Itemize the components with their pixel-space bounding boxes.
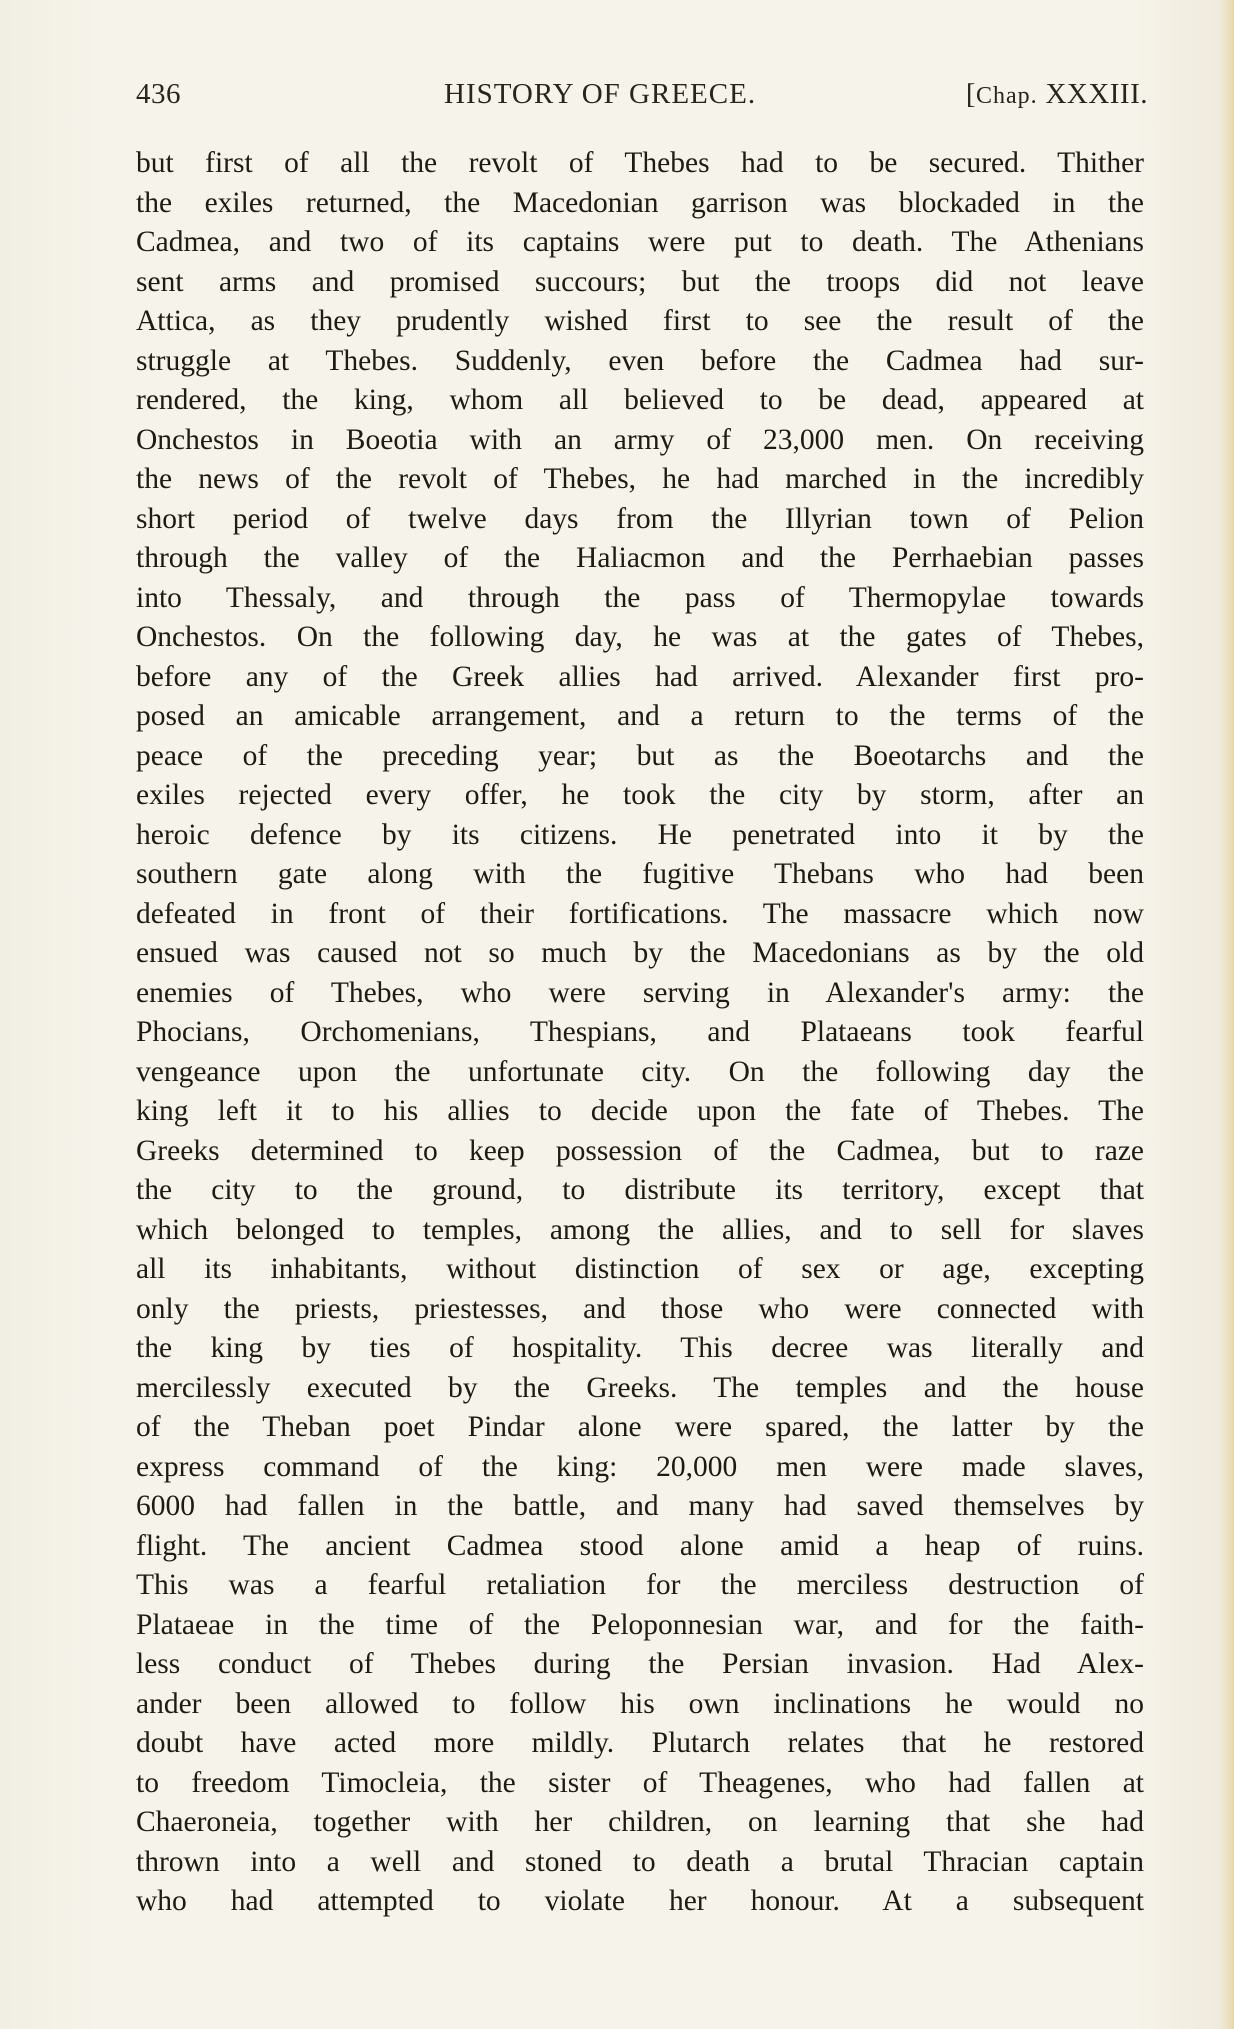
text-line: king left it to his allies to decide upon the fate of Thebes. The (136, 1095, 1144, 1127)
chapter-number: XXXIII. (1045, 78, 1148, 110)
chapter-word: Chap. (976, 83, 1038, 109)
text-line: the city to the ground, to distribute its territory, except that (136, 1174, 1144, 1206)
running-header (136, 78, 1148, 118)
text-line: Phocians, Orchomenians, Thespians, and Plataeans took fearful (136, 1016, 1144, 1048)
text-line: sent arms and promised succours; but the troops did not leave (136, 265, 1144, 298)
text-line: defeated in front of their fortifications. The massacre which now (136, 897, 1144, 930)
text-line: enemies of Thebes, who were serving in Alexander's army: the (136, 976, 1144, 1009)
text-line: the king by ties of hospitality. This decree was literally and (136, 1332, 1144, 1364)
text-line: all its inhabitants, without distinction of sex or age, excepting (136, 1253, 1144, 1285)
text-line: of the Theban poet Pindar alone were spared, the latter by the (136, 1411, 1144, 1443)
text-line: mercilessly executed by the Greeks. The temples and the house (136, 1371, 1144, 1404)
text-line: thrown into a well and stoned to death a brutal Thracian captain (136, 1845, 1144, 1878)
text-line: Plataeae in the time of the Peloponnesian war, and for the faith- (136, 1608, 1144, 1641)
text-line: the news of the revolt of Thebes, he had marched in the incredibly (136, 463, 1144, 495)
text-line: through the valley of the Haliacmon and the Perrhaebian passes (136, 542, 1144, 574)
text-line: 6000 had fallen in the battle, and many had saved themselves by (136, 1490, 1144, 1522)
text-line: struggle at Thebes. Suddenly, even before the Cadmea had sur- (136, 344, 1144, 377)
text-line: Onchestos. On the following day, he was at the gates of Thebes, (136, 621, 1144, 653)
text-line: posed an amicable arrangement, and a return to the terms of the (136, 700, 1144, 732)
text-line: This was a fearful retaliation for the merciless destruction of (136, 1569, 1144, 1601)
text-line: peace of the preceding year; but as the Boeotarchs and the (136, 739, 1144, 772)
text-line: heroic defence by its citizens. He penetrated into it by the (136, 818, 1144, 851)
text-line: doubt have acted more mildly. Plutarch relates that he restored (136, 1727, 1144, 1759)
text-line: southern gate along with the fugitive Thebans who had been (136, 858, 1144, 890)
text-line: ander been allowed to follow his own inclinations he would no (136, 1687, 1144, 1720)
running-title: HISTORY OF GREECE. (444, 78, 757, 110)
text-line: ensued was caused not so much by the Macedonians as by the old (136, 937, 1144, 969)
text-line: into Thessaly, and through the pass of Thermopylae towards (136, 581, 1144, 614)
chapter-bracket: [ (965, 78, 977, 110)
text-line: before any of the Greek allies had arrived. Alexander first pro- (136, 660, 1144, 693)
text-line: Attica, as they prudently wished first to see the result of the (136, 305, 1144, 337)
page-edge-shading (1220, 0, 1234, 2029)
text-line: express command of the king: 20,000 men were made slaves, (136, 1450, 1144, 1483)
chapter-reference (966, 78, 1148, 111)
text-line: the exiles returned, the Macedonian garrison was blockaded in the (136, 186, 1144, 219)
text-line: but first of all the revolt of Thebes had to be secured. Thither (136, 147, 1144, 179)
text-line: flight. The ancient Cadmea stood alone amid a heap of ruins. (136, 1529, 1144, 1562)
page-number: 436 (136, 78, 181, 110)
text-line: Onchestos in Boeotia with an army of 23,000 men. On receiving (136, 423, 1144, 456)
text-line: short period of twelve days from the Illyrian town of Pelion (136, 502, 1144, 535)
text-line: less conduct of Thebes during the Persian invasion. Had Alex- (136, 1648, 1144, 1680)
text-line: rendered, the king, whom all believed to be dead, appeared at (136, 384, 1144, 416)
text-line: Chaeroneia, together with her children, on learning that she had (136, 1806, 1144, 1838)
text-line: to freedom Timocleia, the sister of Theagenes, who had fallen at (136, 1766, 1144, 1799)
text-line: vengeance upon the unfortunate city. On the following day the (136, 1055, 1144, 1088)
text-line: exiles rejected every offer, he took the city by storm, after an (136, 779, 1144, 811)
text-line: which belonged to temples, among the allies, and to sell for slaves (136, 1213, 1144, 1246)
body-text (136, 144, 1144, 1922)
text-line: Cadmea, and two of its captains were put to death. The Athenians (136, 226, 1144, 258)
text-line: Greeks determined to keep possession of the Cadmea, but to raze (136, 1134, 1144, 1167)
text-line: who had attempted to violate her honour. At a subsequent (136, 1885, 1144, 1917)
text-line: only the priests, priestesses, and those who were connected with (136, 1292, 1144, 1325)
